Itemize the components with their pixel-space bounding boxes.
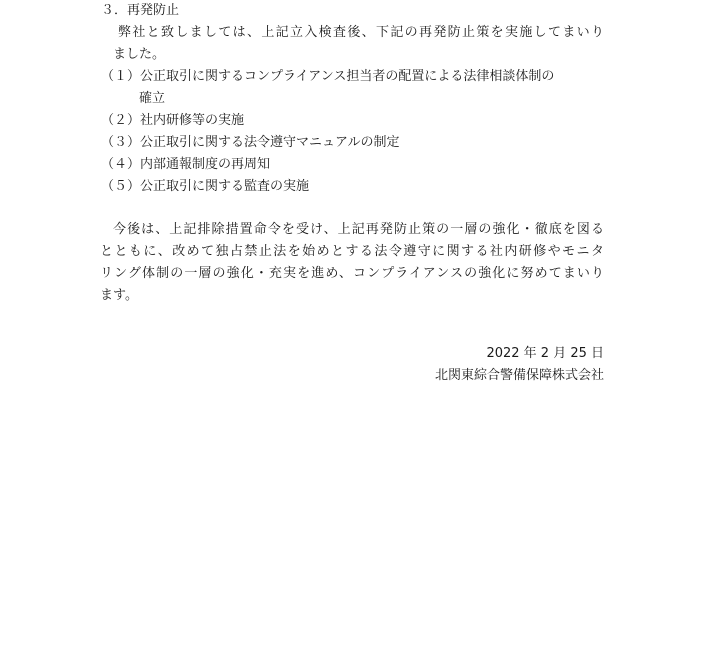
list-item-number: （３）	[101, 135, 141, 150]
closing-line-3: リング体制の一層の強化・充実を進め、コンプライアンスの強化に努めてまいり	[100, 266, 604, 281]
list-item	[101, 132, 400, 154]
section-heading: ３．再発防止	[101, 3, 180, 18]
list-item	[101, 66, 554, 88]
list-item-text: 社内研修等の実施	[140, 113, 245, 128]
list-item	[101, 154, 270, 176]
list-item-number: （５）	[101, 179, 141, 194]
company-name: 北関東綜合警備保障株式会社	[434, 368, 604, 383]
intro-line-1: 弊社と致しましては、上記立入検査後、下記の再発防止策を実施してまいり	[118, 25, 604, 40]
list-item-text: 公正取引に関する監査の実施	[140, 179, 310, 194]
closing-line-4: ます。	[100, 288, 138, 303]
document-date: 2022 年 2 月 25 日	[486, 346, 604, 361]
closing-line-2: とともに、改めて独占禁止法を始めとする法令遵守に関する社内研修やモニタ	[100, 244, 604, 259]
list-item-number: （１）	[101, 69, 141, 84]
list-item-text: 内部通報制度の再周知	[140, 157, 271, 172]
list-item	[101, 110, 244, 132]
list-item-number: （２）	[101, 113, 141, 128]
list-item-number: （４）	[101, 157, 141, 172]
closing-line-1: 今後は、上記排除措置命令を受け、上記再発防止策の一層の強化・徹底を図る	[113, 222, 604, 237]
list-item	[101, 176, 309, 198]
list-item-text: 公正取引に関するコンプライアンス担当者の配置による法律相談体制の	[140, 69, 555, 84]
list-item-continuation: 確立	[139, 91, 166, 106]
list-item-text: 公正取引に関する法令遵守マニュアルの制定	[140, 135, 400, 150]
intro-line-2: ました。	[113, 47, 166, 62]
